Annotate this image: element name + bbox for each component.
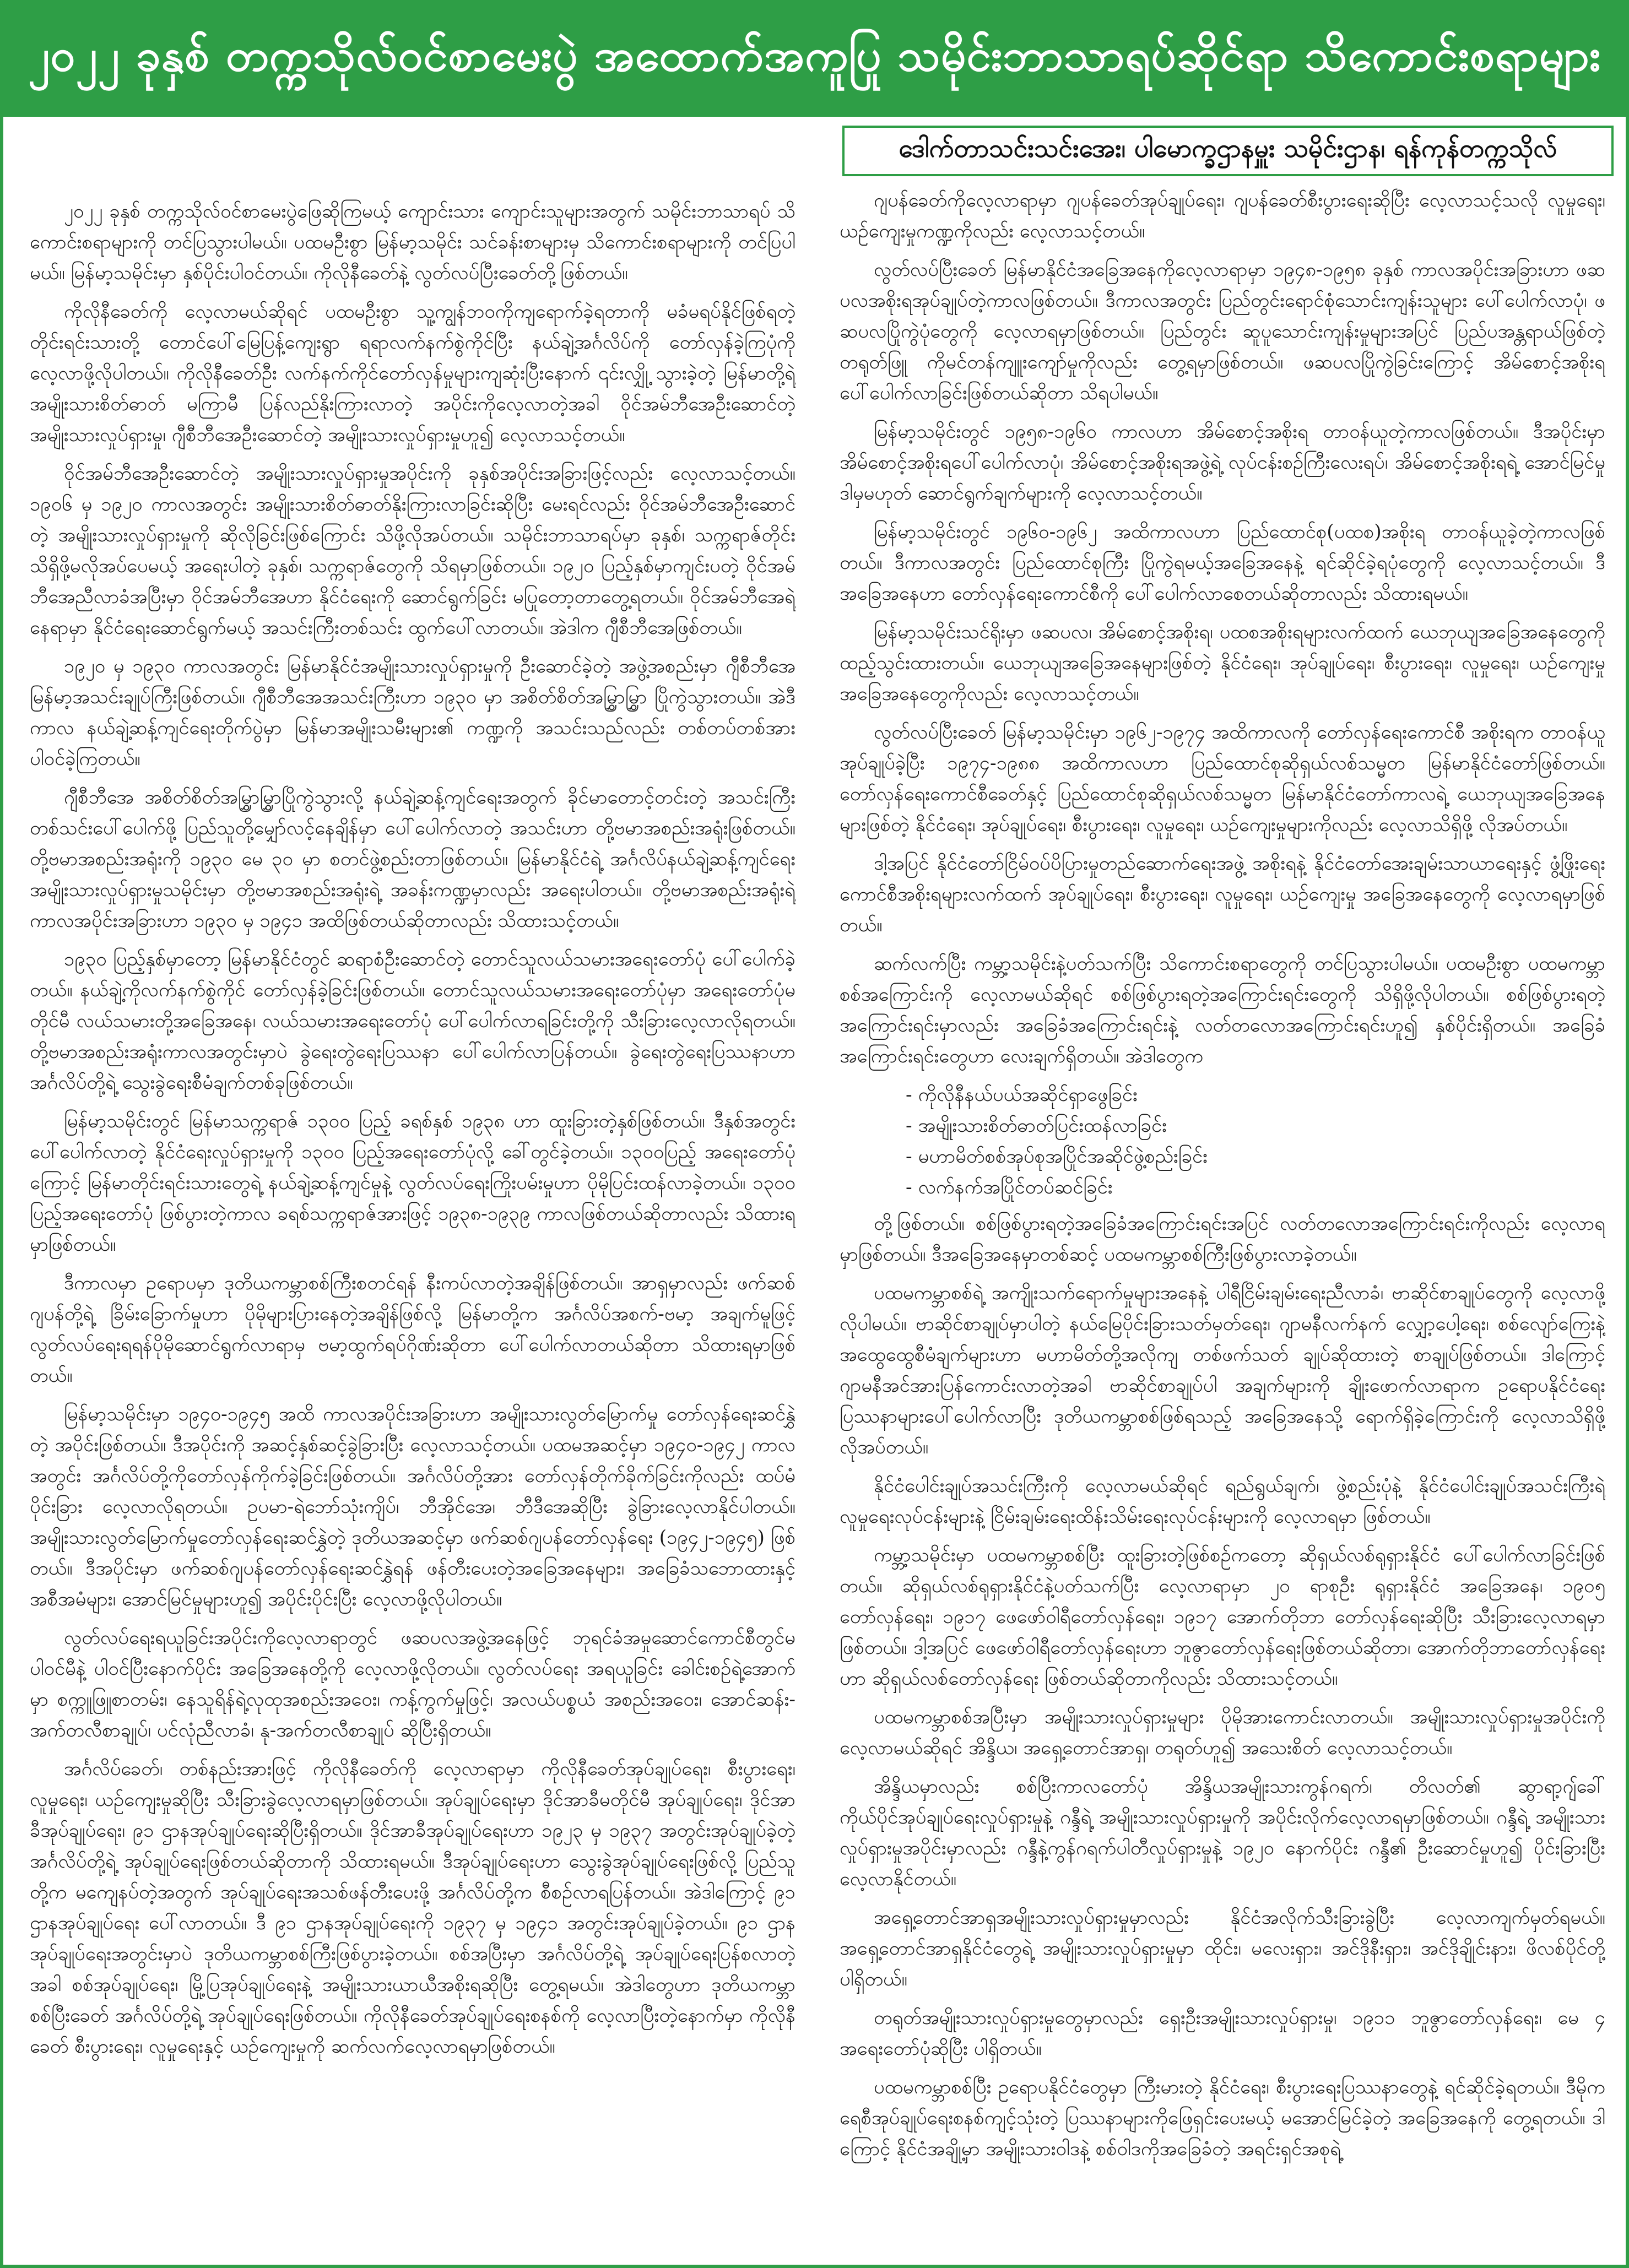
article-paragraph: ပထမကမ္ဘာစစ်အပြီးမှာ အမျိုးသားလှုပ်ရှားမှုများ ပိုမိုအားကောင်းလာတယ်။ အမျိုးသားလှုပ်ရှားမှုအပိုင်းကို လေ့လာမယ်ဆိုရင် အိန္ဒိယ၊ အရှေ့တောင်အာရှ၊ တရုတ်ဟူ၍ အသေးစိတ် လေ့လာသင့်တယ်။ [840, 1706, 1605, 1759]
article-paragraph: ၁၉၃၀ ပြည့်နှစ်မှာတော့ မြန်မာနိုင်ငံတွင် ဆရာစံဦးဆောင်တဲ့ တောင်သူလယ်သမားအရေးတော်ပုံ ပေါ်ပေါက်ခဲ့တယ်။ နယ်ချဲ့ကိုလက်နက်စွဲကိုင် တော်လှန်ခဲ့ခြင်းဖြစ်တယ်။ တောင်သူလယ်သမားအရေးတော်ပုံမှာ အရေးတော်ပုံမတိုင်မီ လယ်သမားတို့အခြေအနေ၊ လယ်သမားအရေးတော်ပုံ ပေါ်ပေါက်လာရခြင်းတို့ကို သီးခြားလေ့လာလိုရတယ်။ တို့ဗမာအစည်းအရုံးကာလအတွင်းမှာပဲ ခွဲရေးတွဲရေးပြဿနာ ပေါ်ပေါက်လာပြန်တယ်။ ခွဲရေးတွဲရေးပြဿနာဟာ အင်္ဂလိပ်တို့ရဲ့ သွေးခွဲရေးစီမံချက်တစ်ခုဖြစ်တယ်။ [30, 948, 795, 1094]
article-body [30, 185, 1605, 2245]
author-byline: ဒေါက်တာသင်းသင်းအေး၊ ပါမောက္ခဌာနမှူး သမိုင်းဌာန၊ ရန်ကုန်တက္ကသိုလ် [899, 133, 1557, 163]
article-paragraph: ကမ္ဘာ့သမိုင်းမှာ ပထမကမ္ဘာစစ်ပြီး ထူးခြားတဲ့ဖြစ်စဉ်ကတော့ ဆိုရှယ်လစ်ရုရှားနိုင်ငံ ပေါ်ပေါက်လာခြင်းဖြစ်တယ်။ ဆိုရှယ်လစ်ရုရှားနိုင်ငံနဲ့ပတ်သက်ပြီး လေ့လာရာမှာ ၂၀ ရာစုဦး ရုရှားနိုင်ငံ အခြေအနေ၊ ၁၉၀၅ တော်လှန်ရေး၊ ၁၉၁၇ ဖေဖော်ဝါရီတော်လှန်ရေး၊ ၁၉၁၇ အောက်တိုဘာ တော်လှန်ရေးဆိုပြီး သီးခြားလေ့လာရမှာဖြစ်တယ်။ ဒါ့အပြင် ဖေဖော်ဝါရီတော်လှန်ရေးဟာ ဘူဇွာတော်လှန်ရေးဖြစ်တယ်ဆိုတာ၊ အောက်တိုဘာတော်လှန်ရေးဟာ ဆိုရှယ်လစ်တော်လှန်ရေး ဖြစ်တယ်ဆိုတာကိုလည်း သိထားသင့်တယ်။ [840, 1544, 1605, 1690]
article-paragraph: ကိုလိုနီခေတ်ကို လေ့လာမယ်ဆိုရင် ပထမဦးစွာ သူ့ကျွန်ဘဝကိုကျရောက်ခဲ့ရတာကို မခံမရပ်နိုင်ဖြစ်ရတဲ့ တိုင်းရင်းသားတို့ တောင်ပေါ်မြေပြန့်ကျေးရွာ ရရာလက်နက်စွဲကိုင်ပြီး နယ်ချဲ့အင်္ဂလိပ်ကို တော်လှန်ခဲ့ကြပုံကို လေ့လာဖို့လိုပါတယ်။ ကိုလိုနီခေတ်ဦး လက်နက်ကိုင်တော်လှန်မှုများကျဆုံးပြီးနောက် ၎င်းလျှို့ သွားခဲ့တဲ့ မြန်မာတို့ရဲ့အမျိုးသားစိတ်ဓာတ် မကြာမီ ပြန်လည်နိုးကြားလာတဲ့ အပိုင်းကိုလေ့လာတဲ့အခါ ဝိုင်အမ်ဘီအေဦးဆောင်တဲ့ အမျိုးသားလှုပ်ရှားမှု၊ ဂျီစီဘီအေဦးဆောင်တဲ့ အမျိုးသားလှုပ်ရှားမှုဟူ၍ လေ့လာသင့်တယ်။ [30, 301, 795, 446]
article-paragraph: လွတ်လပ်ရေးရယူခြင်းအပိုင်းကိုလေ့လာရာတွင် ဖဆပလအဖွဲ့အနေဖြင့် ဘုရင်ခံအမှုဆောင်ကောင်စီတွင်မပါဝင်မီနဲ့ ပါဝင်ပြီးနောက်ပိုင်း အခြေအနေတို့ကို လေ့လာဖို့လိုတယ်။ လွတ်လပ်ရေး အရယူခြင်း ခေါင်းစဉ်ရဲ့အောက်မှာ စက္ကူဖြူစာတမ်း၊ နေသူရိန်ရဲ့လုထုအစည်းအဝေး၊ ကန့်ကွက်မှုဖြင့်၊ အလယ်ပစ္စယံ အစည်းအဝေး၊ အောင်ဆန်း-အက်တလီစာချုပ်၊ ပင်လုံညီလာခံ၊ နု-အက်တလီစာချုပ် ဆိုပြီးရှိတယ်။ [30, 1627, 795, 1741]
article-paragraph: ဒီကာလမှာ ဥရောပမှာ ဒုတိယကမ္ဘာစစ်ကြီးစတင်ရန် နီးကပ်လာတဲ့အချိန်ဖြစ်တယ်။ အာရှမှာလည်း ဖက်ဆစ်ဂျပန်တို့ရဲ့ ခြိမ်းခြောက်မှုဟာ ပိုမိုများပြားနေတဲ့အချိန်ဖြစ်လို့ မြန်မာတို့က အင်္ဂလိပ်အစက်-ဗမာ့ အချက်မူဖြင့် လွတ်လပ်ရေးရရန်ပိုမိုဆောင်ရွက်လာရာမှ ဗမာ့ထွက်ရပ်ဂိုဏ်းဆိုတာ ပေါ်ပေါက်လာတယ်ဆိုတာ သိထားရမှာဖြစ်တယ်။ [30, 1272, 795, 1387]
right-column [840, 185, 1605, 2245]
list-item: - မဟာမိတ်စစ်အုပ်စုအပြိုင်အဆိုင်ဖွဲ့စည်းခြင်း [906, 1141, 1605, 1172]
article-paragraph: နိုင်ငံပေါင်းချုပ်အသင်းကြီးကို လေ့လာမယ်ဆိုရင် ရည်ရွယ်ချက်၊ ဖွဲ့စည်းပုံနဲ့ နိုင်ငံပေါင်းချုပ်အသင်းကြီးရဲ့ လူမှုရေးလုပ်ငန်းများနဲ့ ငြိမ်းချမ်းရေးထိန်းသိမ်းရေးလုပ်ငန်းများကို လေ့လာရမှာ ဖြစ်တယ်။ [840, 1475, 1605, 1528]
article-paragraph: တို့ဖြစ်တယ်။ စစ်ဖြစ်ပွားရတဲ့အခြေခံအကြောင်းရင်းအပြင် လတ်တလောအကြောင်းရင်းကိုလည်း လေ့လာရမှာဖြစ်တယ်။ ဒီအခြေအနေမှာတစ်ဆင့် ပထမကမ္ဘာစစ်ကြီးဖြစ်ပွားလာခဲ့တယ်။ [840, 1213, 1605, 1266]
author-box [842, 126, 1614, 176]
article-paragraph: ဂျပန်ခေတ်ကိုလေ့လာရာမှာ ဂျပန်ခေတ်အုပ်ချုပ်ရေး၊ ဂျပန်ခေတ်စီးပွားရေးဆိုပြီး လေ့လာသင့်သလို လူမှုရေး၊ ယဉ်ကျေးမှုကဏ္ဍကိုလည်း လေ့လာသင့်တယ်။ [840, 189, 1605, 242]
list-item: - ကိုလိုနီနယ်ပယ်အဆိုင်ရှာဖွေခြင်း [906, 1079, 1605, 1110]
article-paragraph: အရှေ့တောင်အာရှအမျိုးသားလှုပ်ရှားမှုမှာလည်း နိုင်ငံအလိုက်သီးခြားခွဲပြီး လေ့လာကျက်မှတ်ရမယ်။ အရှေ့တောင်အာရှနိုင်ငံတွေရဲ့ အမျိုးသားလှုပ်ရှားမှုမှာ ထိုင်း၊ မလေးရှား၊ အင်ဒိုနီးရှား၊ အင်ဒိုချိုင်းနား၊ ဖိလစ်ပိုင်တို့ပါရှိတယ်။ [840, 1907, 1605, 1990]
article-paragraph: အင်္ဂလိပ်ခေတ်၊ တစ်နည်းအားဖြင့် ကိုလိုနီခေတ်ကို လေ့လာရာမှာ ကိုလိုနီခေတ်အုပ်ချုပ်ရေး၊ စီးပွားရေး၊ လူမှုရေး၊ ယဉ်ကျေးမှုဆိုပြီး သီးခြားခွဲလေ့လာရမှာဖြစ်တယ်။ အုပ်ချုပ်ရေးမှာ ဒိုင်အာခီမတိုင်မီ အုပ်ချုပ်ရေး၊ ဒိုင်အာခီအုပ်ချုပ်ရေး၊ ၉၁ ဌာနအုပ်ချုပ်ရေးဆိုပြီးရှိတယ်။ ဒိုင်အာခီအုပ်ချုပ်ရေးဟာ ၁၉၂၃ မှ ၁၉၃၇ အတွင်းအုပ်ချုပ်ခဲ့တဲ့ အင်္ဂလိပ်တို့ရဲ့ အုပ်ချုပ်ရေးဖြစ်တယ်ဆိုတာကို သိထားရမယ်။ ဒီအုပ်ချုပ်ရေးဟာ သွေးခွဲအုပ်ချုပ်ရေးဖြစ်လို့ ပြည်သူတို့က မကျေနပ်တဲ့အတွက် အုပ်ချုပ်ရေးအသစ်ဖန်တီးပေးဖို့ အင်္ဂလိပ်တို့က စီစဉ်လာရပြန်တယ်။ အဲဒါကြောင့် ၉၁ ဌာနအုပ်ချုပ်ရေး ပေါ်လာတယ်။ ဒီ ၉၁ ဌာနအုပ်ချုပ်ရေးကို ၁၉၃၇ မှ ၁၉၄၁ အတွင်းအုပ်ချုပ်ခဲ့တယ်။ ၉၁ ဌာနအုပ်ချုပ်ရေးအတွင်းမှာပဲ ဒုတိယကမ္ဘာစစ်ကြီးဖြစ်ပွားခဲ့တယ်။ စစ်အပြီးမှာ အင်္ဂလိပ်တို့ရဲ့ အုပ်ချုပ်ရေးပြန်စလာတဲ့အခါ စစ်အုပ်ချုပ်ရေး၊ မြို့ပြအုပ်ချုပ်ရေးနဲ့ အမျိုးသားယာယီအစိုးရဆိုပြီး တွေ့ရမယ်။ အဲဒါတွေဟာ ဒုတိယကမ္ဘာစစ်ပြီးခေတ် အင်္ဂလိပ်တို့ရဲ့ အုပ်ချုပ်ရေးဖြစ်တယ်။ ကိုလိုနီခေတ်အုပ်ချုပ်ရေးစနစ်ကို လေ့လာပြီးတဲ့နောက်မှာ ကိုလိုနီခေတ် စီးပွားရေး၊ လူမှုရေးနှင့် ယဉ်ကျေးမှုကို ဆက်လက်လေ့လာရမှာဖြစ်တယ်။ [30, 1758, 795, 2058]
article-paragraph: ပထမကမ္ဘာစစ်ပြီး ဥရောပနိုင်ငံတွေမှာ ကြီးမားတဲ့ နိုင်ငံရေး၊ စီးပွားရေးပြဿနာတွေနဲ့ ရင်ဆိုင်ခဲ့ရတယ်။ ဒီမိုကရေစီအုပ်ချုပ်ရေးစနစ်ကျင့်သုံးတဲ့ ပြဿနာများကိုဖြေရှင်းပေးမယ့် မအောင်မြင်ခဲ့တဲ့ အခြေအနေကို တွေ့ရတယ်။ ဒါကြောင့် နိုင်ငံအချို့မှာ အမျိုးသားဝါဒနဲ့ စစ်ဝါဒကိုအခြေခံတဲ့ အရင်းရှင်အစုရဲ့ [840, 2076, 1605, 2160]
article-paragraph: ဆက်လက်ပြီး ကမ္ဘာ့သမိုင်းနဲ့ပတ်သက်ပြီး သိကောင်းစရာတွေကို တင်ပြသွားပါမယ်။ ပထမဦးစွာ ပထမကမ္ဘာစစ်အကြောင်းကို လေ့လာမယ်ဆိုရင် စစ်ဖြစ်ပွားရတဲ့အကြောင်းရင်းတွေကို သိရှိဖို့လိုပါတယ်။ စစ်ဖြစ်ပွားရတဲ့အကြောင်းရင်းမှာလည်း အခြေခံအကြောင်းရင်းနဲ့ လတ်တလောအကြောင်းရင်းဟူ၍ နှစ်ပိုင်းရှိတယ်။ အခြေခံအကြောင်းရင်းတွေဟာ လေးချက်ရှိတယ်။ အဲဒါတွေက [840, 953, 1605, 1067]
article-paragraph: မြန်မာ့သမိုင်းတွင် ၁၉၆၀-၁၉၆၂ အထိကာလဟာ ပြည်ထောင်စု(ပထစ)အစိုးရ တာဝန်ယူခဲ့တဲ့ကာလဖြစ်တယ်။ ဒီကာလအတွင်း ပြည်ထောင်စုကြီး ပြိုကွဲရမယ့်အခြေအနေနဲ့ ရင်ဆိုင်ခဲ့ရပုံတွေကို လေ့လာသင့်တယ်။ ဒီအခြေအနေဟာ တော်လှန်ရေးကောင်စီကို ပေါ်ပေါက်လာစေတယ်ဆိုတာလည်း သိထားရမယ်။ [840, 521, 1605, 605]
article-paragraph: မြန်မာ့သမိုင်းသင်ရိုးမှာ ဖဆပလ၊ အိမ်စောင့်အစိုးရ၊ ပထစအစိုးရများလက်ထက် ယေဘုယျအခြေအနေတွေကို ထည့်သွင်းထားတယ်။ ယေဘုယျအခြေအနေများဖြစ်တဲ့ နိုင်ငံရေး၊ အုပ်ချုပ်ရေး၊ စီးပွားရေး၊ လူမှုရေး၊ ယဉ်ကျေးမှုအခြေအနေတွေကိုလည်း လေ့လာသင့်တယ်။ [840, 621, 1605, 705]
article-paragraph: လွတ်လပ်ပြီးခေတ် မြန်မာနိုင်ငံအခြေအနေကိုလေ့လာရာမှာ ၁၉၄၈-၁၉၅၈ ခုနှစ် ကာလအပိုင်းအခြားဟာ ဖဆပလအစိုးရအုပ်ချုပ်တဲ့ကာလဖြစ်တယ်။ ဒီကာလအတွင်း ပြည်တွင်းရောင်စုံသောင်းကျန်းသူများ ပေါ်ပေါက်လာပုံ၊ ဖဆပလပြိုကွဲပုံတွေကို လေ့လာရမှာဖြစ်တယ်။ ပြည်တွင်း ဆူပူသောင်းကျန်းမှုများအပြင် ပြည်ပအန္တရာယ်ဖြစ်တဲ့ တရုတ်ဖြူ ကိုမင်တန်ကျူးကျော်မှုကိုလည်း တွေ့ရမှာဖြစ်တယ်။ ဖဆပလပြိုကွဲခြင်းကြောင့် အိမ်စောင့်အစိုးရ ပေါ်ပေါက်လာခြင်းဖြစ်တယ်ဆိုတာ သိရပါမယ်။ [840, 259, 1605, 404]
article-paragraph: ၁၉၂၀ မှ ၁၉၃၀ ကာလအတွင်း မြန်မာနိုင်ငံအမျိုးသားလှုပ်ရှားမှုကို ဦးဆောင်ခဲ့တဲ့ အဖွဲ့အစည်းမှာ ဂျီစီဘီအေ မြန်မာ့အသင်းချုပ်ကြီးဖြစ်တယ်။ ဂျီစီဘီအေအသင်းကြီးဟာ ၁၉၃၀ မှာ အစိတ်စိတ်အမြွှာမြွှာ ပြိုကွဲသွားတယ်။ အဲဒီကာလ နယ်ချဲ့ဆန့်ကျင်ရေးတိုက်ပွဲမှာ မြန်မာအမျိုးသမီးများ၏ ကဏ္ဍကို အသင်းသည်လည်း တစ်တပ်တစ်အားပါဝင်ခဲ့ကြတယ်။ [30, 655, 795, 770]
article-paragraph: ဂျီစီဘီအေ အစိတ်စိတ်အမြွှာမြွှာပြိုကွဲသွားလို့ နယ်ချဲ့ဆန့်ကျင်ရေးအတွက် ခိုင်မာတောင့်တင်းတဲ့ အသင်းကြီးတစ်သင်းပေါ်ပေါက်ဖို့ ပြည်သူတို့မျှော်လင့်နေချိန်မှာ ပေါ်ပေါက်လာတဲ့ အသင်းဟာ တို့ဗမာအစည်းအရုံးဖြစ်တယ်။ တို့ဗမာအစည်းအရုံးကို ၁၉၃၀ မေ ၃၀ မှာ စတင်ဖွဲ့စည်းတာဖြစ်တယ်။ မြန်မာနိုင်ငံရဲ့ အင်္ဂလိပ်နယ်ချဲ့ဆန့်ကျင်ရေး အမျိုးသားလှုပ်ရှားမှုသမိုင်းမှာ တို့ဗမာအစည်းအရုံးရဲ့ အခန်းကဏ္ဍမှာလည်း အရေးပါတယ်။ တို့ဗမာအစည်းအရုံးရဲ့ ကာလအပိုင်းအခြားဟာ ၁၉၃၀ မှ ၁၉၄၁ အထိဖြစ်တယ်ဆိုတာလည်း သိထားသင့်တယ်။ [30, 786, 795, 932]
article-paragraph: မြန်မာ့သမိုင်းမှာ ၁၉၄၀-၁၉၄၅ အထိ ကာလအပိုင်းအခြားဟာ အမျိုးသားလွတ်မြောက်မှု တော်လှန်ရေးဆင်နွှဲတဲ့ အပိုင်းဖြစ်တယ်။ ဒီအပိုင်းကို အဆင့်နှစ်ဆင့်ခွဲခြားပြီး လေ့လာသင့်တယ်။ ပထမအဆင့်မှာ ၁၉၄၀-၁၉၄၂ ကာလအတွင်း အင်္ဂလိပ်တို့ကိုတော်လှန်ကိုက်ခဲ့ခြင်းဖြစ်တယ်။ အင်္ဂလိပ်တို့အား တော်လှန်တိုက်ခိုက်ခြင်းကိုလည်း ထပ်မံပိုင်းခြား လေ့လာလိုရတယ်။ ဥပမာ-ရဲဘော်သုံးကျိပ်၊ ဘီအိုင်အေ၊ ဘီဒီအေဆိုပြီး ခွဲခြားလေ့လာနိုင်ပါတယ်။ အမျိုးသားလွတ်မြောက်မှုတော်လှန်ရေးဆင်နွှဲတဲ့ ဒုတိယအဆင့်မှာ ဖက်ဆစ်ဂျပန်တော်လှန်ရေး (၁၉၄၂-၁၉၄၅) ဖြစ်တယ်။ ဒီအပိုင်းမှာ ဖက်ဆစ်ဂျပန်တော်လှန်ရေးဆင်နွှဲရန် ဖန်တီးပေးတဲ့အခြေအနေများ၊ အခြေခံသဘောထားနှင့် အစီအမံများ၊ အောင်မြင်မှုများဟူ၍ အပိုင်းပိုင်းပြီး လေ့လာဖို့လိုပါတယ်။ [30, 1403, 795, 1610]
page-title: ၂၀၂၂ ခုနှစ် တက္ကသိုလ်ဝင်စာမေးပွဲ အထောက်အကူပြု သမိုင်းဘာသာရပ်ဆိုင်ရာ သိကောင်းစရာများ [28, 30, 1601, 81]
article-paragraph: အိန္ဒိယမှာလည်း စစ်ပြီးကာလတော်ပုံ အိန္ဒိယအမျိုးသားကွန်ဂရက်၊ တိလတ်၏ ဆွာရာ့ဂျ်ခေါ် ကိုယ်ပိုင်အုပ်ချုပ်ရေးလှုပ်ရှားမှုနဲ့ ဂန္ဒီရဲ့ အမျိုးသားလှုပ်ရှားမှုကို အပိုင်းလိုက်လေ့လာရမှာဖြစ်တယ်။ ဂန္ဒီရဲ့ အမျိုးသားလှုပ်ရှားမှုအပိုင်းမှာလည်း ဂန္ဒီနဲ့ကွန်ဂရက်ပါတီလှုပ်ရှားမှုနဲ့ ၁၉၂၀ နောက်ပိုင်း ဂန္ဒီ၏ ဦးဆောင်မှုဟူ၍ ပိုင်းခြားပြီး လေ့လာနိုင်တယ်။ [840, 1776, 1605, 1890]
list-item: - အမျိုးသားစိတ်ဓာတ်ပြင်းထန်လာခြင်း [906, 1110, 1605, 1141]
article-paragraph: မြန်မာ့သမိုင်းတွင် မြန်မာသက္ကရာဇ် ၁၃၀၀ ပြည့် ခရစ်နှစ် ၁၉၃၈ ဟာ ထူးခြားတဲ့နှစ်ဖြစ်တယ်။ ဒီနှစ်အတွင်း ပေါ်ပေါက်လာတဲ့ နိုင်ငံရေးလှုပ်ရှားမှုကို ၁၃၀၀ ပြည့်အရေးတော်ပုံလို့ ခေါ်တွင်ခဲ့တယ်။ ၁၃၀၀ပြည့် အရေးတော်ပုံကြောင့် မြန်မာတိုင်းရင်းသားတွေရဲ့ နယ်ချဲ့ဆန့်ကျင်မှုနဲ့ လွတ်လပ်ရေးကြိုးပမ်းမှုဟာ ပိုမိုပြင်းထန်လာခဲ့တယ်။ ၁၃၀၀ ပြည့်အရေးတော်ပုံ ဖြစ်ပွားတဲ့ကာလ ခရစ်သက္ကရာဇ်အားဖြင့် ၁၉၃၈-၁၉၃၉ ကာလဖြစ်တယ်ဆိုတာလည်း သိထားရမှာဖြစ်တယ်။ [30, 1110, 795, 1256]
article-paragraph: ဒါ့အပြင် နိုင်ငံတော်ငြိမ်ဝပ်ပိပြားမှုတည်ဆောက်ရေးအဖွဲ့ အစိုးရနဲ့ နိုင်ငံတော်အေးချမ်းသာယာရေးနှင့် ဖွံ့ဖြိုးရေးကောင်စီအစိုးရများလက်ထက် အုပ်ချုပ်ရေး၊ စီးပွားရေး၊ လူမှုရေး၊ ယဉ်ကျေးမှု အခြေအနေတွေကို လေ့လာရမှာဖြစ်တယ်။ [840, 853, 1605, 936]
article-paragraph: တရုတ်အမျိုးသားလှုပ်ရှားမှုတွေမှာလည်း ရှေးဦးအမျိုးသားလှုပ်ရှားမှု၊ ၁၉၁၁ ဘူဇွာတော်လှန်ရေး၊ မေ ၄ အရေးတော်ပုံဆိုပြီး ပါရှိတယ်။ [840, 2007, 1605, 2060]
article-paragraph: မြန်မာ့သမိုင်းတွင် ၁၉၅၈-၁၉၆၀ ကာလဟာ အိမ်စောင့်အစိုးရ တာဝန်ယူတဲ့ကာလဖြစ်တယ်။ ဒီအပိုင်းမှာ အိမ်စောင့်အစိုးရပေါ်ပေါက်လာပုံ၊ အိမ်စောင့်အစိုးရအဖွဲ့ရဲ့ လုပ်ငန်းစဉ်ကြီးလေးရပ်၊ အိမ်စောင့်အစိုးရရဲ့ အောင်မြင်မှု ဒါမှမဟုတ် ဆောင်ရွက်ချက်များကို လေ့လာသင့်တယ်။ [840, 421, 1605, 504]
article-paragraph: ၂၀၂၂ ခုနှစ် တက္ကသိုလ်ဝင်စာမေးပွဲဖြေဆိုကြမယ့် ကျောင်းသား ကျောင်းသူများအတွက် သမိုင်းဘာသာရပ် သိကောင်းစရာများကို တင်ပြသွားပါမယ်။ ပထမဦးစွာ မြန်မာ့သမိုင်း သင်ခန်းစာများမှ သိကောင်းစရာများကို တင်ပြပါမယ်။ မြန်မာ့သမိုင်းမှာ နှစ်ပိုင်းပါဝင်တယ်။ ကိုလိုနီခေတ်နဲ့ လွတ်လပ်ပြီးခေတ်တို့ဖြစ်တယ်။ [30, 200, 795, 284]
left-column [30, 185, 795, 2245]
article-paragraph: ဝိုင်အမ်ဘီအေဦးဆောင်တဲ့ အမျိုးသားလှုပ်ရှားမှုအပိုင်းကို ခုနှစ်အပိုင်းအခြားဖြင့်လည်း လေ့လာသင့်တယ်။ ၁၉၀၆ မှ ၁၉၂၀ ကာလအတွင်း အမျိုးသားစိတ်ဓာတ်နိုးကြားလာခြင်းဆိုပြီး မေးရင်လည်း ဝိုင်အမ်ဘီအေဦးဆောင်တဲ့ အမျိုးသားလှုပ်ရှားမှုကို ဆိုလိုခြင်းဖြစ်ကြောင်း သိဖို့လိုအပ်တယ်။ သမိုင်းဘာသာရပ်မှာ ခုနှစ်၊ သက္ကရာဇ်တိုင်း သိရှိဖို့မလိုအပ်ပေမယ့် အရေးပါတဲ့ ခုနှစ်၊ သက္ကရာဇ်တွေကို သိရမှာဖြစ်တယ်။ ၁၉၂၀ ပြည့်နှစ်မှာကျင်းပတဲ့ ဝိုင်အမ်ဘီအေညီလာခံအပြီးမှာ ဝိုင်အမ်ဘီအေဟာ နိုင်ငံရေးကို ဆောင်ရွက်ခြင်း မပြုတော့တာတွေ့ရတယ်။ ဝိုင်အမ်ဘီအေရဲ့နေရာမှာ နိုင်ငံရေးဆောင်ရွက်မယ့် အသင်းကြီးတစ်သင်း ထွက်ပေါ်လာတယ်။ အဲဒါက ဂျီစီဘီအေဖြစ်တယ်။ [30, 463, 795, 639]
title-banner [3, 3, 1626, 117]
article-paragraph: လွတ်လပ်ပြီးခေတ် မြန်မာ့သမိုင်းမှာ ၁၉၆၂-၁၉၇၄ အထိကာလကို တော်လှန်ရေးကောင်စီ အစိုးရက တာဝန်ယူအုပ်ချုပ်ခဲ့ပြီး ၁၉၇၄-၁၉၈၈ အထိကာလဟာ ပြည်ထောင်စုဆိုရှယ်လစ်သမ္မတ မြန်မာနိုင်ငံတော်ဖြစ်တယ်။ တော်လှန်ရေးကောင်စီခေတ်နှင့် ပြည်ထောင်စုဆိုရှယ်လစ်သမ္မတ မြန်မာနိုင်ငံတော်ကာလရဲ့ ယေဘုယျအခြေအနေများဖြစ်တဲ့ နိုင်ငံရေး၊ အုပ်ချုပ်ရေး၊ စီးပွားရေး၊ လူမှုရေး၊ ယဉ်ကျေးမှုများကိုလည်း လေ့လာသိရှိဖို့ လိုအပ်တယ်။ [840, 721, 1605, 836]
list-item: - လက်နက်အပြိုင်တပ်ဆင်ခြင်း [906, 1172, 1605, 1203]
cause-list [906, 1079, 1605, 1203]
article-paragraph: ပထမကမ္ဘာစစ်ရဲ့ အကျိုးသက်ရောက်မှုများအနေနဲ့ ပါရီငြိမ်းချမ်းရေးညီလာခံ၊ ဗာဆိုင်စာချုပ်တွေကို လေ့လာဖို့လိုပါမယ်။ ဗာဆိုင်စာချုပ်မှာပါတဲ့ နယ်မြေပိုင်းခြားသတ်မှတ်ရေး၊ ဂျာမနီလက်နက် လျှော့ပေါ့ရေး၊ စစ်လျော်ကြေးနဲ့ အထွေထွေစီမံချက်များဟာ မဟာမိတ်တို့အလိုကျ တစ်ဖက်သတ် ချုပ်ဆိုထားတဲ့ စာချုပ်ဖြစ်တယ်။ ဒါကြောင့် ဂျာမနီအင်အားပြန်ကောင်းလာတဲ့အခါ ဗာဆိုင်စာချုပ်ပါ အချက်များကို ချိုးဖောက်လာရာက ဥရောပနိုင်ငံရေး ပြဿနာများပေါ်ပေါက်လာပြီး ဒုတိယကမ္ဘာစစ်ဖြစ်ရသည့် အခြေအနေသို့ ရောက်ရှိခဲ့ကြောင်းကို လေ့လာသိရှိဖို့လိုအပ်တယ်။ [840, 1282, 1605, 1458]
